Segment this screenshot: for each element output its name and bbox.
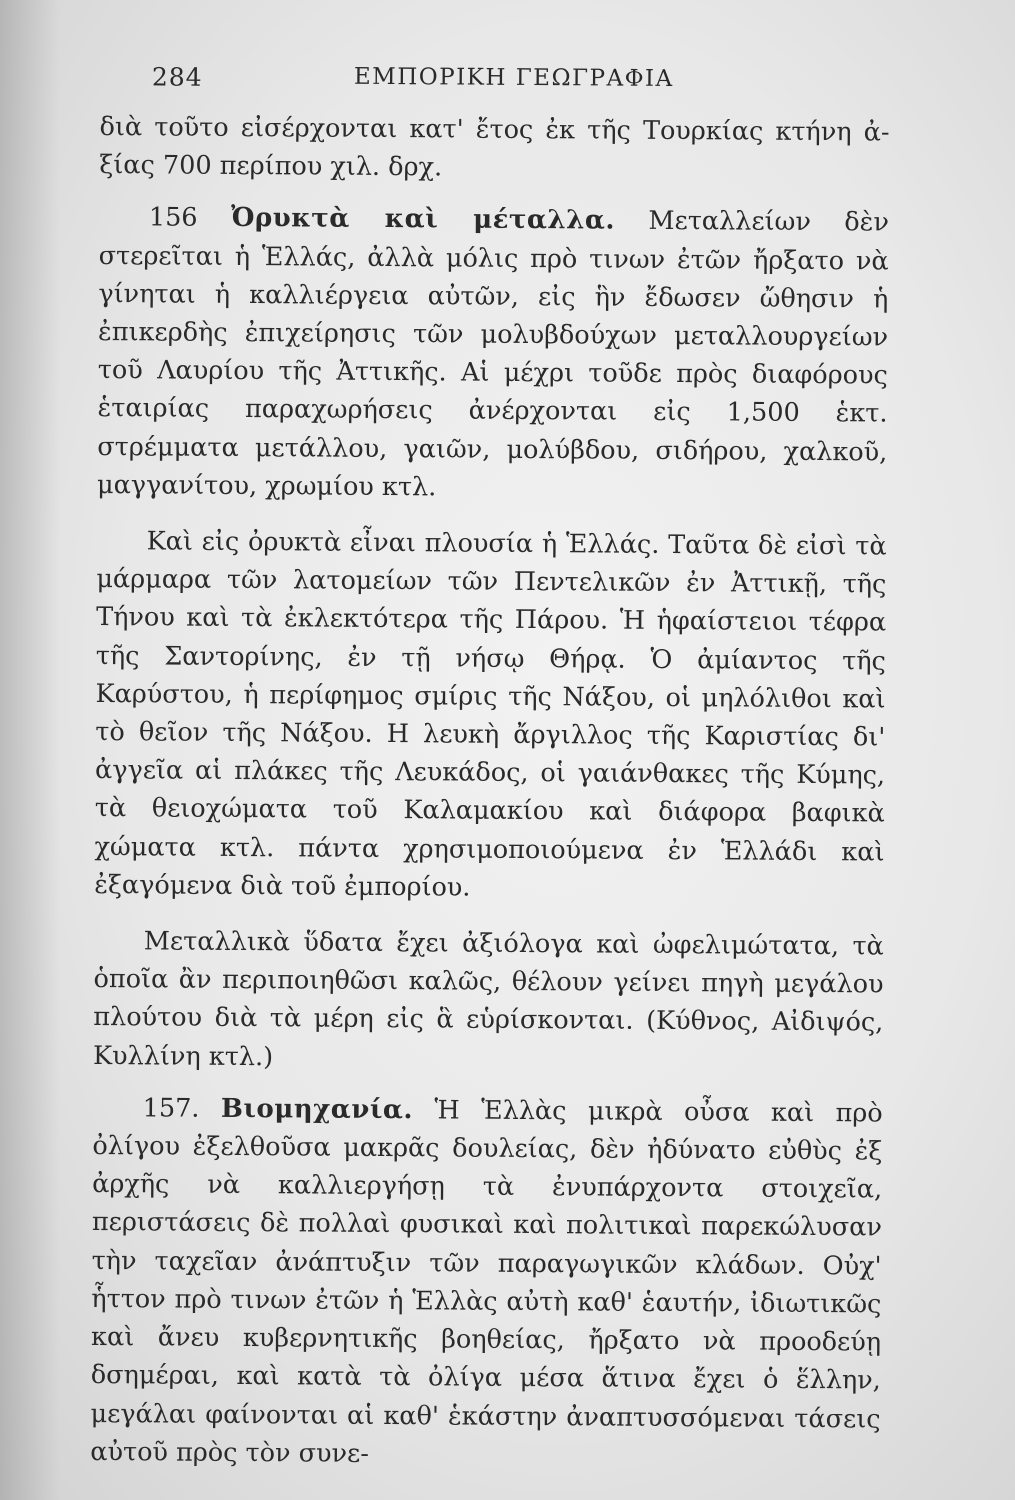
section-156-text: Μεταλλείων δὲν στερεῖται ἡ Ἑλλάς, ἀλλὰ μόλις πρὸ τινων ἐτῶν ἤρξατο νὰ γίνηται ἡ καλλιέργεια αὐτῶν, εἰς ἣν ἔδωσεν ὤθησιν ἡ ἐπικερδὴς ἐπιχείρησις τῶν μολυβδούχων μεταλλουργείων τοῦ Λαυρίου τῆς Ἀττικῆς. Αἱ μέχρι τοῦδε πρὸς διαφόρους ἑταιρίας παραχωρήσεις ἀνέρχονται εἰς 1,500 ἑκτ. στρέμματα μετάλλου, γαιῶν, μολύβδου, σιδήρου, χαλκοῦ, μαγγανίτου, χρωμίου κτλ. (96, 206, 890, 503)
paragraph-mineral-waters: Μεταλλικὰ ὕδατα ἔχει ἀξιόλογα καὶ ὠφελιμώτατα, τὰ ὁποῖα ἂν περιποιηθῶσι καλῶς, θέλουν γείνει πηγὴ μεγάλου πλούτου διὰ τὰ μέρη εἰς ἃ εὑρίσκονται. (Κύθνος, Αἰδιψός, Κυλλίνη κτλ.) (92, 926, 884, 1072)
running-title: ΕΜΠΟΡΙΚΗ ΓΕΩΓΡΑΦΙΑ (353, 63, 674, 93)
running-head (100, 62, 890, 114)
page-number: 284 (151, 62, 203, 92)
section-156 (97, 198, 889, 509)
section-156-number: 156 (148, 202, 198, 234)
section-157 (90, 1089, 883, 1477)
section-157-text: Ἡ Ἑλλὰς μικρὰ οὖσα καὶ πρὸ ὀλίγου ἐξελθοῦσα μακρᾶς δουλείας, δὲν ἠδύνατο εὐθὺς ἐξ ἀρχῆς νὰ καλλιεργήσῃ τὰ ἐνυπάρχοντα στοιχεῖα, περιστάσεις δὲ πολλαὶ φυσικαὶ καὶ πολιτικαὶ παρεκώλυσαν τὴν ταχεῖαν ἀνάπτυξιν τῶν παραγωγικῶν κλάδων. Οὐχ' ἧττον πρὸ τινων ἐτῶν ἡ Ἑλλὰς αὐτὴ καθ' ἑαυτήν, ἰδιωτικῶς καὶ ἄνευ κυβερνητικῆς βοηθείας, ἤρξατο νὰ προοδεύῃ δσημέραι, καὶ κατὰ τὰ ὀλίγα μέσα ἅτινα ἔχει ὁ ἕλλην, μεγάλαι φαίνονται αἱ καθ' ἑκάστην ἀναπτυσσόμεναι τάσεις αὐτοῦ πρὸς τὸν συνε- (90, 1095, 883, 1469)
paragraph-minerals: Καὶ εἰς ὀρυκτὰ εἶναι πλουσία ἡ Ἑλλάς. Ταῦτα δὲ εἰσὶ τὰ μάρμαρα τῶν λατομείων τῶν Πεντελικῶν ἐν Ἀττικῇ, τῆς Τήνου καὶ τὰ ἐκλεκτότερα τῆς Πάρου. Ἡ ἡφαίστειοι τέφρα τῆς Σαντορίνης, ἐν τῇ νήσῳ Θήρᾳ. Ὁ ἀμίαντος τῆς Καρύστου, ἡ περίφημος σμίρις τῆς Νάξου, οἱ μηλόλιθοι καὶ τὸ θεῖον τῆς Νάξου. Η λευκὴ ἄργιλλος τῆς Καριστίας δι' ἀγγεῖα αἱ πλάκες τῆς Λευκάδος, οἱ γαιάνθακες τῆς Κύμης, τὰ θειοχώματα τοῦ Καλαμακίου καὶ διάφορα βαφικὰ χώματα κτλ. πάντα χρησιμοποιούμενα ἐν Ἑλλάδι καὶ ἐξαγόμενα διὰ τοῦ ἐμπορίου. (94, 526, 887, 903)
page-edge-shadow (0, 0, 60, 1500)
section-157-heading: Βιομηχανία. (220, 1093, 414, 1126)
text-block (90, 62, 890, 1476)
paragraph-continuation: διὰ τοῦτο εἰσέρχονται κατ' ἔτος ἐκ τῆς Τουρκίας κτήνη ἀ-ξίας 700 περίπου χιλ. δρχ. (99, 111, 890, 183)
section-156-heading: Ὀρυκτὰ καὶ μέταλλα. (230, 203, 616, 237)
section-157-number: 157. (142, 1093, 200, 1124)
